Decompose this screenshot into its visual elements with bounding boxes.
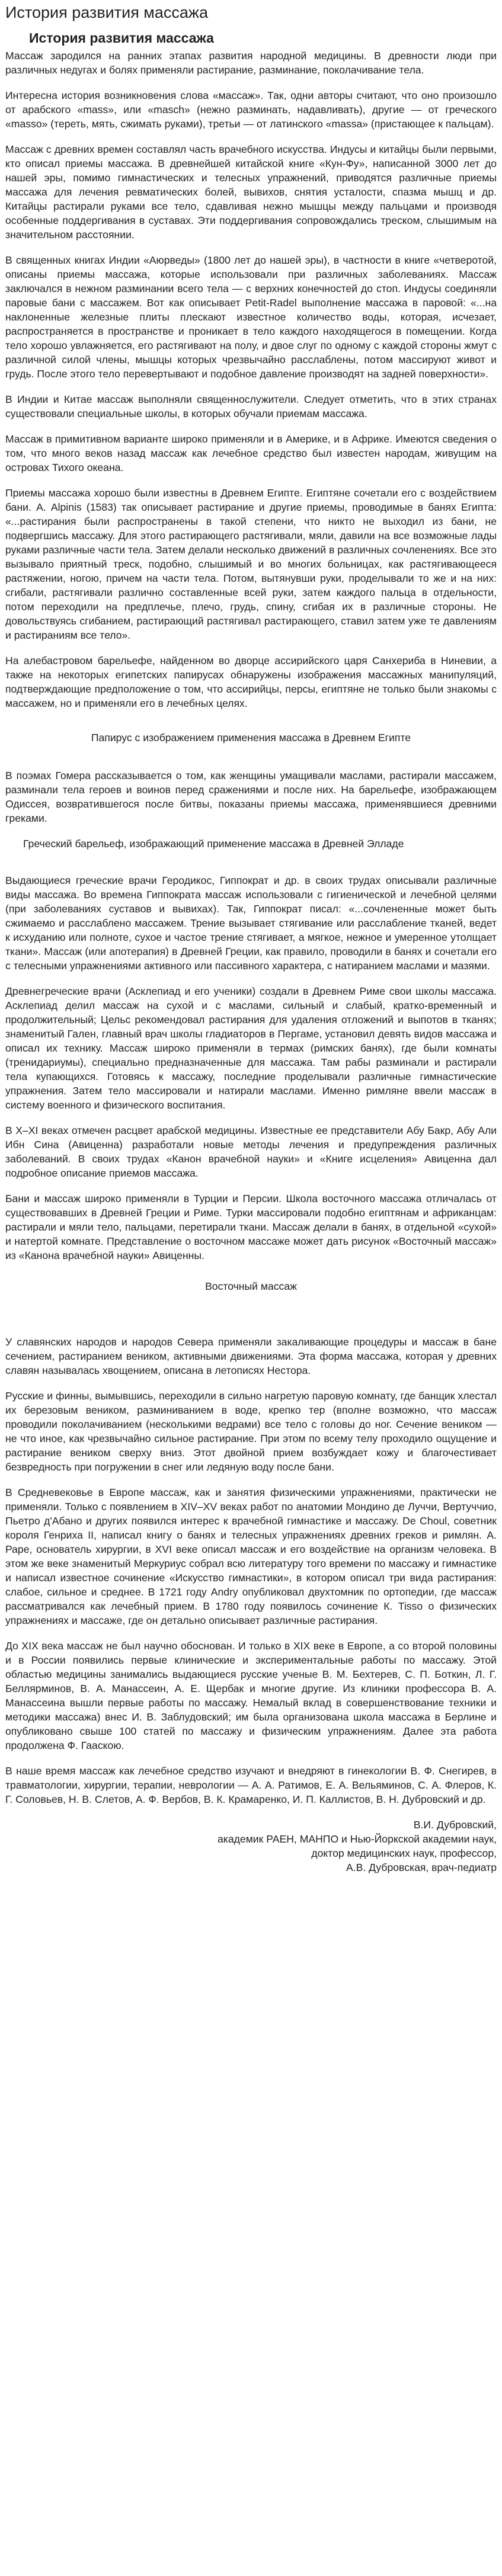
paragraph: До XIX века массаж не был научно обоснован. И только в XIX веке в Европе, а со второй половины и в России появились первые клинические и экспериментальные работы по массажу. Этой областью медицины занимались выдающиеся русские ученые В. М. Бехтерев, С. П. Боткин, Л. Г. Беллярминов, В. А. Манассеин, А. Е. Щербак и многие другие. Из клиники профессора В. А. Манассеина вышли первые работы по массажу. Немалый вклад в совершенствование техники и методики массажа) внес И. В. Заблудовский; им была организована школа массажа в Берлине и опубликовано свыше 100 статей по массажу и физическим упражнениям. Далее эта работа продолжена Ф. Гааскою. (5, 1640, 497, 1751)
paragraph: Бани и массаж широко применяли в Турции и Персии. Школа восточного массажа отличалась от существовавших в Древней Греции и Риме. Турки массировали подобно египтянам и африканцам: растирали и мяли тело, пальцами, перетирали ткани. Массаж делали в банях, в отдельной «сухой» и натертой комнате. Представление о восточном массаже может дать рисунок «Восточный массаж» из «Канона врачебной науки» Авиценны. (5, 1193, 497, 1261)
paragraph: В наше время массаж как лечебное средство изучают и внедряют в гинекологии В. Ф. Снегирев, в травматологии, хирургии, терапии, неврологии — А. А. Ратимов, Е. А. Вельяминов, С. А. Флеров, К. Г. Соловьев, Н. В. Слетов, А. Ф. Вербов, В. К. Крамаренко, И. П. Каллистов, В. Н. Дубровский и др. (5, 1765, 497, 1805)
paragraph: Приемы массажа хорошо были известны в Древнем Египте. Египтяне сочетали его с воздействием бани. А. Alpinis (1583) так описывает растирание и другие приемы, проводимые в банях Египта: «...растирания были распространены в такой степени, что никто не выходил из бани, не подвергшись массажу. Для этого растирающего растягивали, мяли, давили на все возможные лады руками различные части тела. Затем делали несколько движений в различных сочленениях. Все это вызывало приятный треск, подобно, слышимый и во многих больницах, как растягивающееся растяжении, ногою, причем на части тела. Потом, вытянувши руки, проделывали то же и на них: сгибали, растягивали различно составленные всей руки, затем каждого пальца в отдельности, потом переходили на предплечье, плечо, грудь, спину, сгибая их в различные стороны. Не довольствуясь сгибанием, растирающий растягивал растирающего, ставил затем уже те давлениям и растираниям все тело». (5, 487, 497, 641)
paragraph: Массаж с древних времен составлял часть врачебного искусства. Индусы и китайцы были первыми, кто описал приемы массажа. В древнейшей китайской книге «Кун-Фу», написанной 3000 лет до нашей эры, помимо гимнастических и телесных упражнений, приводятся различные приемы массажа для лечения ревматических болей, вывихов, снятия усталости, спазма мышц и др. Китайцы растирали руками все тело, сдавливая нежно мышцы между пальцами и производя особенные поддергивания в суставах. Эти поддергивания сопровождались треском, слышимым на значительном расстоянии. (5, 143, 497, 241)
paragraph: В поэмах Гомера рассказывается о том, как женщины умащивали маслами, растирали массажем, разминали тела героев и воинов перед сражениями и после них. На барельефе, изображающем Одиссея, возвратившегося после битвы, показаны приемы массажа, применявшиеся древними греками. (5, 770, 497, 824)
paragraph: В X–XI веках отмечен расцвет арабской медицины. Известные ее представители Абу Бакр, Абу Али Ибн Сина (Авиценна) разработали новые методы лечения и предупреждения различных заболеваний. В своих трудах «Канон врачебной науки» и «Книге исцеления» Авиценна дал подробное описание приемов массажа. (5, 1124, 497, 1179)
paragraph: Русские и финны, вымывшись, переходили в сильно нагретую паровую комнату, где банщик хлестал их березовым веником, разминиванием в воде, крепко тер (вполне возможно, что массаж проводили поколачиванием (несколькими ведрами) все тело с головы до ног. Сечение веником — не что иное, как чрезвычайно сильное растирание. При этом по всему телу проходило ощущение и растирание веником сверху вниз. Этот двойной прием возбуждает кожу и благочестивает безвредность при погружении в снег или ледяную воду после бани. (5, 1390, 497, 1473)
paragraph: Интересна история возникновения слова «массаж». Так, одни авторы считают, что оно произошло от арабского «mass», или «masch» (нежно разминать, надавливать), другие — от греческого «masso» (тереть, мять, сжимать руками), третьи — от латинского «massa» (пристающее к пальцам). (5, 89, 497, 130)
author-name-2: А.В. Дубровская, врач-педиатр (346, 1861, 497, 1873)
paragraph: В Индии и Китае массаж выполняли священнослужители. Следует отметить, что в этих странах существовали специальные школы, в которых обучали приемам массажа. (5, 393, 497, 419)
paragraph: В священных книгах Индии «Аюрведы» (1800 лет до нашей эры), в частности в книге «четверотой, описаны приемы массажа, которые использовали при различных заболеваниях. Массаж заключался в нежном разминании всего тела — с верхних конечностей до стоп. Индусы соединяли паровые бани с массажем. Вот как описывает Petit-Radel выполнение массажа в паровой: «...на наклоненные железные плиты плескают известное количество воды, которая, исчезает, распространяется в пространстве и проникает в тело каждого находящегося в помещении. Когда тело хорошо увлажняется, его растягивают на полу, и двое слуг по одному с каждой стороны жмут с различной силой члены, мышцы которых чрезвычайно расслаблены, потом массируют живот и грудь. После этого тело перевертывают и подобное давление производят на задней поверхности». (5, 254, 497, 380)
figure-caption-papyrus: Папирус с изображением применения массажа в Древнем Египте (91, 732, 411, 744)
figure-caption-barelief: Греческий барельеф, изображающий применение массажа в Древней Элладе (23, 838, 404, 850)
paragraph: В Средневековье в Европе массаж, как и занятия физическими упражнениями, практически не применяли. Только с появлением в XIV–XV веках работ по анатомии Мондино де Луччи, Вертуччио, Пьетро д'Абано и других появился интерес к врачебной гимнастике и массажу. De Choul, советник короля Генриха II, написал книгу о банях и телесных упражнениях древних греков и римлян. А. Раре, основатель хирургии, в XVI веке описал массаж и его воздействие на организм человека. В этом же веке знаменитый Меркуриус собрал всю литературу того времени по массажу и гимнастике и написал известное сочинение «Искусство гимнастики», в котором описал три вида растирания: слабое, сильное и среднее. В 1721 году Andry опубликовал двухтомник по ортопедии, где массаж рассматривался как лечебный прием. В 1780 году появилось сочинение К. Tisso о физических упражнениях и массаже, где он детально описывает различные растирания. (5, 1486, 497, 1626)
figure-caption-oriental: Восточный массаж (205, 1280, 297, 1292)
author-title-1: академик РАЕН, МАНПО и Нью-Йоркской академии наук, (217, 1833, 497, 1845)
author-signature (5, 1818, 497, 1875)
paragraph: На алебастровом барельефе, найденном во дворце ассирийского царя Санхериба в Ниневии, а также на некоторых египетских папирусах обнаружены изображения массажных манипуляций, подтверждающие предположение о том, что ассирийцы, персы, египтяне не только были знакомы с массажем, но и применяли его в лечебных целях. (5, 655, 497, 709)
author-degree-1: доктор медицинских наук, профессор, (311, 1847, 497, 1859)
paragraph: Массаж в примитивном варианте широко применяли и в Америке, и в Африке. Имеются сведения о том, что много веков назад массаж как лечебное средство был известен народам, живущим на островах Тихого океана. (5, 433, 497, 473)
paragraph: Массаж зародился на ранних этапах развития народной медицины. В древности люди при различных недугах и болях применяли растирание, разминание, поколачивание тела. (5, 50, 497, 76)
article-heading: История развития массажа (29, 30, 214, 46)
page-title: История развития массажа (5, 4, 208, 21)
paragraph: У славянских народов и народов Севера применяли закаливающие процедуры и массаж в бане сечением, растиранием веником, активными движениями. Эта форма массажа, которая у древних славян называлась хвощением, описана в летописях Нестора. (5, 1336, 497, 1376)
author-name-1: В.И. Дубровский, (413, 1819, 497, 1831)
paragraph: Выдающиеся греческие врачи Геродикос, Гиппократ и др. в своих трудах описывали различные виды массажа. Во времена Гиппократа массаж использовали с гигиенической и лечебной целями (при заболеваниях суставов и вывихах). Так, Гиппократ писал: «...сочлененные может быть сжимаемо и расслаблено массажем. Трение вызывает стягивание или расслабление тканей, ведет к исхуданию или полноте, сухое и частое трение стягивает, а мягкое, нежное и умеренное утолщает ткани». Массаж (или апотерапия) в Древней Греции, как правило, проводили в банях и сочетали его с телесными упражнениями активного или пассивного характера, с натиранием маслами и мазями. (5, 874, 497, 972)
paragraph: Древнегреческие врачи (Асклепиад и его ученики) создали в Древнем Риме свои школы массажа. Асклепиад делил массаж на сухой и с маслами, сильный и слабый, кратко-временный и продолжительный; Цельс рекомендовал растирания для удаления отложений и выпотов в тканях; знаменитый Гален, главный врач школы гладиаторов в Пергаме, установил девять видов массажа и описал их технику. Массаж широко применяли в термах (римских банях), где были комнаты (тренидариумы), специально предназначенные для массажа. Там рабы разминали и растирали тела купающихся. Готовясь к массажу, последние проделывали различные гимнастические упражнения. Затем тело массировали и натирали маслами. Именно римляне ввели массаж в систему военного и физического воспитания. (5, 985, 497, 1111)
